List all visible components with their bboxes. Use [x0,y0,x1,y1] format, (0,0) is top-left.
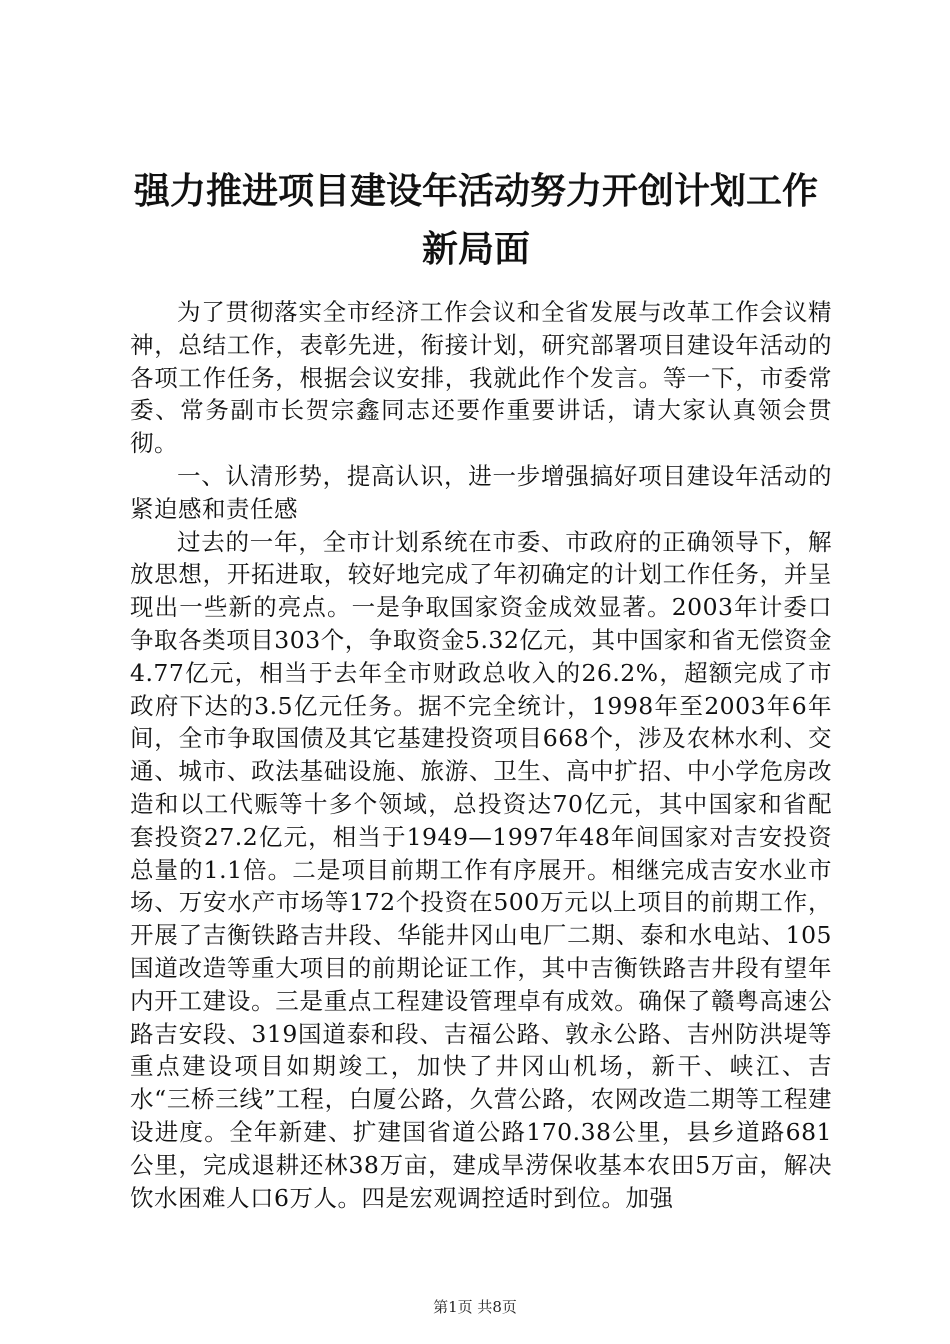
document-body [130,296,832,1214]
paragraph-intro: 为了贯彻落实全市经济工作会议和全省发展与改革工作会议精神，总结工作，表彰先进，衔接计划，研究部署项目建设年活动的各项工作任务，根据会议安排，我就此作个发言。等一下，市委常委、常务副市长贺宗鑫同志还要作重要讲话，请大家认真领会贯彻。 [130,298,832,458]
paragraph-review: 过去的一年，全市计划系统在市委、市政府的正确领导下，解放思想，开拓进取，较好地完成了年初确定的计划工作任务，并呈现出一些新的亮点。一是争取国家资金成效显著。2003年计委口争取各类项目303个，争取资金5.32亿元，其中国家和省无偿资金4.77亿元，相当于去年全市财政总收入的26.2%，超额完成了市政府下达的3.5亿元任务。据不完全统计，1998年至2003年6年间，全市争取国债及其它基建投资项目668个，涉及农林水利、交通、城市、政法基础设施、旅游、卫生、高中扩招、中小学危房改造和以工代赈等十多个领域，总投资达70亿元，其中国家和省配套投资27.2亿元，相当于1949—1997年48年间国家对吉安投资总量的1.1倍。二是项目前期工作有序展开。相继完成吉安水业市场、万安水产市场等172个投资在500万元以上项目的前期工作，开展了吉衡铁路吉井段、华能井冈山电厂二期、泰和水电站、105国道改造等重大项目的前期论证工作，其中吉衡铁路吉井段有望年内开工建设。三是重点工程建设管理卓有成效。确保了赣粤高速公路吉安段、319国道泰和段、吉福公路、敦永公路、吉州防洪堤等重点建设项目如期竣工，加快了井冈山机场，新干、峡江、吉水“三桥三线”工程，白厦公路，久营公路，农网改造二期等工程建设进度。全年新建、扩建国省道公路170.38公里，县乡道路681公里，完成退耕还林38万亩，建成旱涝保收基本农田5万亩，解决饮水困难人口6万人。四是宏观调控适时到位。加强 [130,527,832,1212]
document-title: 强力推进项目建设年活动努力开创计划工作新局面 [133,170,818,270]
section-heading: 一、认清形势，提高认识，进一步增强搞好项目建设年活动的紧迫感和责任感 [130,461,832,523]
page-footer: 第1页 共8页 [433,1298,517,1316]
